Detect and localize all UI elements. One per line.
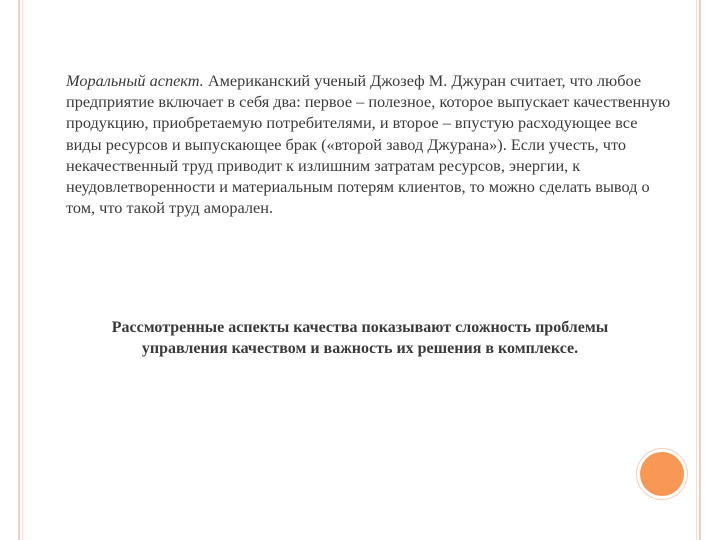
main-paragraph [66, 70, 672, 218]
frame-border-right-inner [696, 0, 697, 540]
paragraph-lead: Моральный аспект. [66, 71, 204, 90]
frame-border-left-inner [22, 0, 23, 540]
frame-border-right [699, 0, 701, 540]
conclusion-text: Рассмотренные аспекты качества показывают сложность проблемы управления качеством и важность их решения в комплексе. [111, 319, 609, 357]
decorative-orange-circle [640, 452, 684, 496]
frame-border-left [18, 0, 20, 540]
paragraph-body: Американский ученый Джозеф М. Джуран считает, что любое предприятие включает в себя два: первое – полезное, которое выпускает качественную продукцию, приобретаемую потребителями, и второе – впустую расходующее все виды ресурсов и выпускающее брак («второй завод Джурана»). Если учесть, что некачественный труд приводит к излишним затратам ресурсов, энергии, к неудовлетворенности и материальным потерям клиентов, то можно сделать вывод о том, что такой труд аморален. [66, 71, 671, 218]
